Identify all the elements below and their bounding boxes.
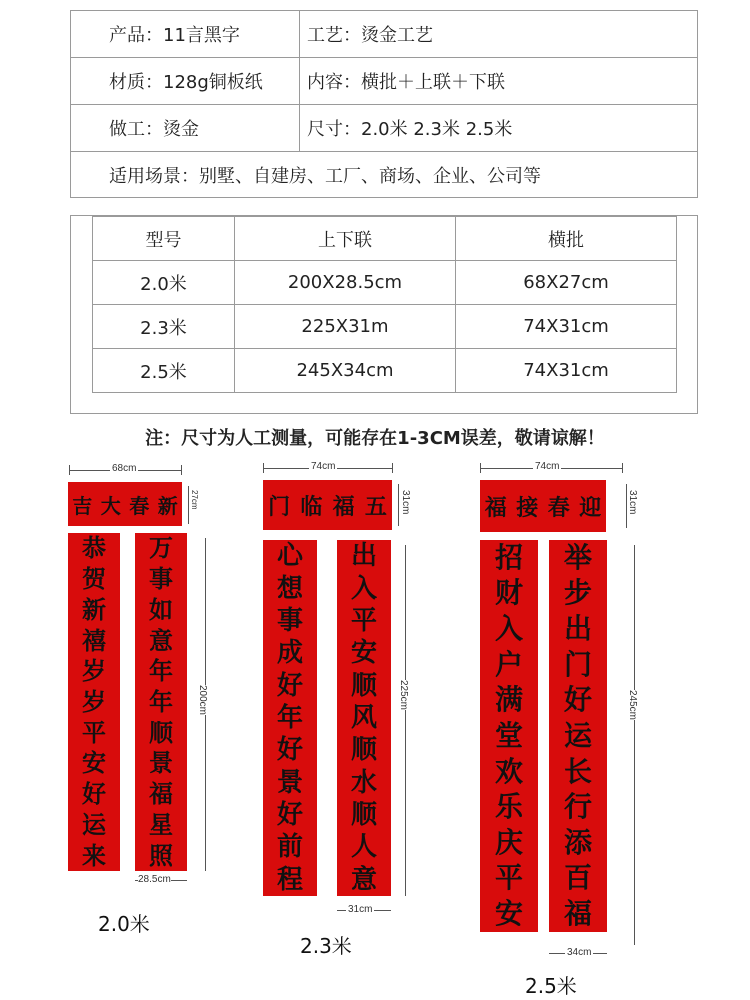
table-header-row [93,217,677,261]
hengpi-char: 五 [364,493,387,520]
hengpi-char: 福 [332,493,355,520]
size-table [92,216,677,393]
table-row [93,349,677,393]
hengpi-banner [480,480,606,532]
couplet-char: 行 [563,790,592,824]
couplet-char: 运 [563,718,592,752]
couplet-char: 照 [149,840,173,870]
dim-hengpi-width: 68cm [112,463,137,474]
hengpi-char: 门 [268,493,291,520]
couplet-char: 新 [82,594,106,624]
dim-hengpi-width: 74cm [311,461,336,472]
couplet-char: 平 [494,861,523,895]
couplet-right [337,540,391,896]
couplet-char: 户 [494,647,523,681]
couplet-char: 好 [563,683,592,717]
couplet-char: 贺 [82,564,106,594]
spec-row [71,105,697,152]
couplet-char: 顺 [350,800,377,831]
couplet-char: 门 [563,647,592,681]
couplet-char: 好 [82,779,106,809]
dim-hengpi-height: 31cm [627,490,638,515]
couplet-char: 顺 [350,735,377,766]
couplet-char: 成 [276,638,303,669]
table-cell: 245X34cm [235,349,456,393]
table-cell: 225X31m [235,305,456,349]
couplet-char: 年 [149,686,173,716]
couplet-char: 事 [276,605,303,636]
couplet-char: 心 [276,541,303,572]
couplet-char: 堂 [494,718,523,752]
couplet-right [549,540,607,932]
couplet-char: 意 [350,864,377,895]
couplet-char: 想 [276,573,303,604]
couplet-char: 举 [563,540,592,574]
couplet-char: 福 [149,779,173,809]
hengpi-char: 大 [100,493,121,518]
table-cell: 74X31cm [456,305,677,349]
couplet-char: 年 [149,656,173,686]
couplet-char: 人 [350,832,377,863]
couplet-char: 来 [82,840,106,870]
table-cell: 2.3米 [93,305,235,349]
couplet-char: 平 [350,605,377,636]
hengpi-char: 春 [547,494,570,521]
couplet-char: 岁 [82,686,106,716]
hengpi-char: 迎 [579,494,602,521]
couplet-char: 添 [563,825,592,859]
couplet-char: 事 [149,564,173,594]
couplet-char: 安 [494,897,523,931]
dim-couplet-height: 245cm [627,690,638,721]
spec-content: 内容：横批＋上联＋下联 [307,72,505,93]
spec-product: 产品：11言黑字 [109,25,240,46]
dim-couplet-width: 31cm [348,904,373,915]
spec-row [71,11,697,58]
couplet-char: 恭 [82,533,106,563]
spec-scene: 适用场景：别墅、自建房、工厂、商场、企业、公司等 [109,165,541,187]
dim-hengpi-width: 74cm [535,461,560,472]
dim-couplet-height: 200cm [197,685,208,716]
spec-table [70,10,698,198]
table-cell: 68X27cm [456,261,677,305]
spec-material: 材质：128g铜板纸 [109,72,263,93]
couplet-char: 如 [149,594,173,624]
dim-hengpi-height: 31cm [400,490,411,515]
couplet-char: 年 [276,702,303,733]
hengpi-char: 春 [129,493,150,518]
header-couplet: 上下联 [235,217,456,261]
couplet-char: 入 [350,573,377,604]
couplet-char: 出 [563,612,592,646]
couplet-char: 安 [82,748,106,778]
couplet-char: 万 [149,533,173,563]
table-row [93,261,677,305]
spec-row [71,152,697,197]
size-label: 2.0米 [98,912,150,936]
couplet-char: 星 [149,809,173,839]
couplet-char: 长 [563,754,592,788]
table-cell: 74X31cm [456,349,677,393]
couplet-char: 平 [82,717,106,747]
couplet-char: 景 [149,748,173,778]
hengpi-banner [68,482,182,526]
couplet-char: 乐 [494,790,523,824]
table-cell: 2.0米 [93,261,235,305]
dim-couplet-width: 28.5cm [138,874,171,885]
couplet-char: 运 [82,809,106,839]
couplet-char: 庆 [494,825,523,859]
couplet-right [135,533,187,871]
table-cell: 2.5米 [93,349,235,393]
couplet-char: 欢 [494,754,523,788]
couplet-char: 出 [350,541,377,572]
couplet-char: 顺 [149,717,173,747]
couplet-char: 前 [276,832,303,863]
size-label: 2.3米 [300,934,352,958]
hengpi-char: 福 [484,494,507,521]
couplet-left [68,533,120,871]
couplet-char: 步 [563,576,592,610]
dim-couplet-height: 225cm [398,680,409,711]
couplet-char: 满 [494,683,523,717]
couplet-char: 招 [494,540,523,574]
couplet-char: 岁 [82,656,106,686]
hengpi-char: 新 [157,493,178,518]
couplet-char: 水 [350,767,377,798]
couplet-char: 百 [563,861,592,895]
hengpi-char: 吉 [72,493,93,518]
hengpi-banner [263,480,392,530]
couplet-char: 风 [350,702,377,733]
couplet-char: 景 [276,767,303,798]
size-label: 2.5米 [525,974,577,998]
dim-hengpi-height: 27cm [190,490,199,510]
couplet-char: 程 [276,864,303,895]
spec-workmanship: 做工：烫金 [109,119,199,140]
couplet-char: 禧 [82,625,106,655]
couplet-char: 入 [494,612,523,646]
spec-size: 尺寸：2.0米 2.3米 2.5米 [307,119,513,140]
hengpi-char: 临 [300,493,323,520]
couplet-left [480,540,538,932]
couplet-char: 好 [276,800,303,831]
couplet-char: 财 [494,576,523,610]
table-cell: 200X28.5cm [235,261,456,305]
size-table-frame [70,215,698,414]
dim-couplet-width: 34cm [567,947,592,958]
hengpi-char: 接 [516,494,539,521]
spec-row [71,58,697,105]
couplet-left [263,540,317,896]
couplet-char: 好 [276,735,303,766]
couplet-char: 好 [276,670,303,701]
header-model: 型号 [93,217,235,261]
couplet-char: 福 [563,897,592,931]
header-hengpi: 横批 [456,217,677,261]
size-note: 注：尺寸为人工测量，可能存在1-3CM误差，敬请谅解！ [145,428,605,449]
couplet-char: 顺 [350,670,377,701]
couplet-char: 意 [149,625,173,655]
couplet-char: 安 [350,638,377,669]
spec-craft: 工艺：烫金工艺 [307,25,433,46]
table-row [93,305,677,349]
